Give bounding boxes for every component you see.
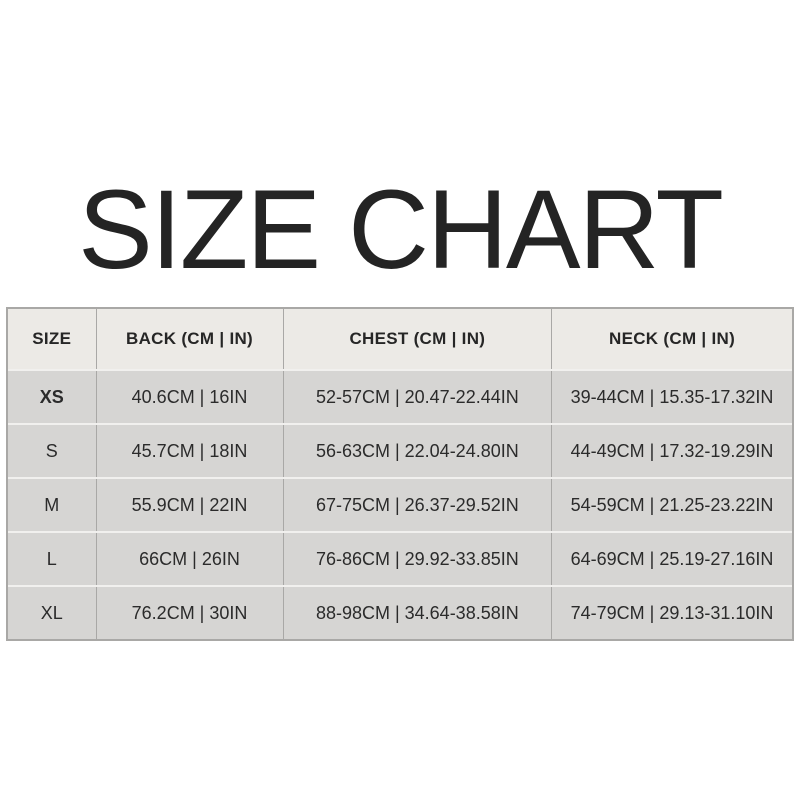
header-cell-back: BACK (CM | IN): [97, 309, 284, 369]
header-cell-neck: NECK (CM | IN): [609, 329, 736, 348]
table-header-row: [8, 309, 792, 369]
table-row-xl: [8, 585, 792, 639]
cell-back: 55.9CM | 22IN: [97, 479, 284, 531]
cell-back: 66CM | 26IN: [97, 533, 284, 585]
header-cell-size: SIZE: [8, 309, 97, 369]
cell-neck: 74-79CM | 29.13-31.10IN: [570, 602, 774, 623]
table-row-l: [8, 531, 792, 585]
cell-back: 45.7CM | 18IN: [97, 425, 284, 477]
cell-neck: 54-59CM | 21.25-23.22IN: [570, 494, 774, 515]
cell-back: 40.6CM | 16IN: [97, 371, 284, 423]
size-chart-table: [6, 307, 794, 641]
cell-size: XL: [8, 587, 97, 639]
cell-chest: 76-86CM | 29.92-33.85IN: [284, 533, 553, 585]
cell-chest: 67-75CM | 26.37-29.52IN: [284, 479, 553, 531]
cell-neck: 39-44CM | 15.35-17.32IN: [570, 386, 774, 407]
cell-size: L: [8, 533, 97, 585]
table-row-m: [8, 477, 792, 531]
cell-chest: 88-98CM | 34.64-38.58IN: [284, 587, 553, 639]
cell-neck: 64-69CM | 25.19-27.16IN: [570, 548, 774, 569]
header-cell-chest: CHEST (CM | IN): [284, 309, 553, 369]
cell-neck: 44-49CM | 17.32-19.29IN: [570, 440, 774, 461]
cell-chest: 56-63CM | 22.04-24.80IN: [284, 425, 553, 477]
table-row-s: [8, 423, 792, 477]
table-row-xs: [8, 369, 792, 423]
page-title: SIZE CHART: [78, 167, 722, 293]
cell-size: M: [8, 479, 97, 531]
cell-size: XS: [8, 371, 97, 423]
cell-size: S: [8, 425, 97, 477]
cell-chest: 52-57CM | 20.47-22.44IN: [284, 371, 553, 423]
cell-back: 76.2CM | 30IN: [97, 587, 284, 639]
